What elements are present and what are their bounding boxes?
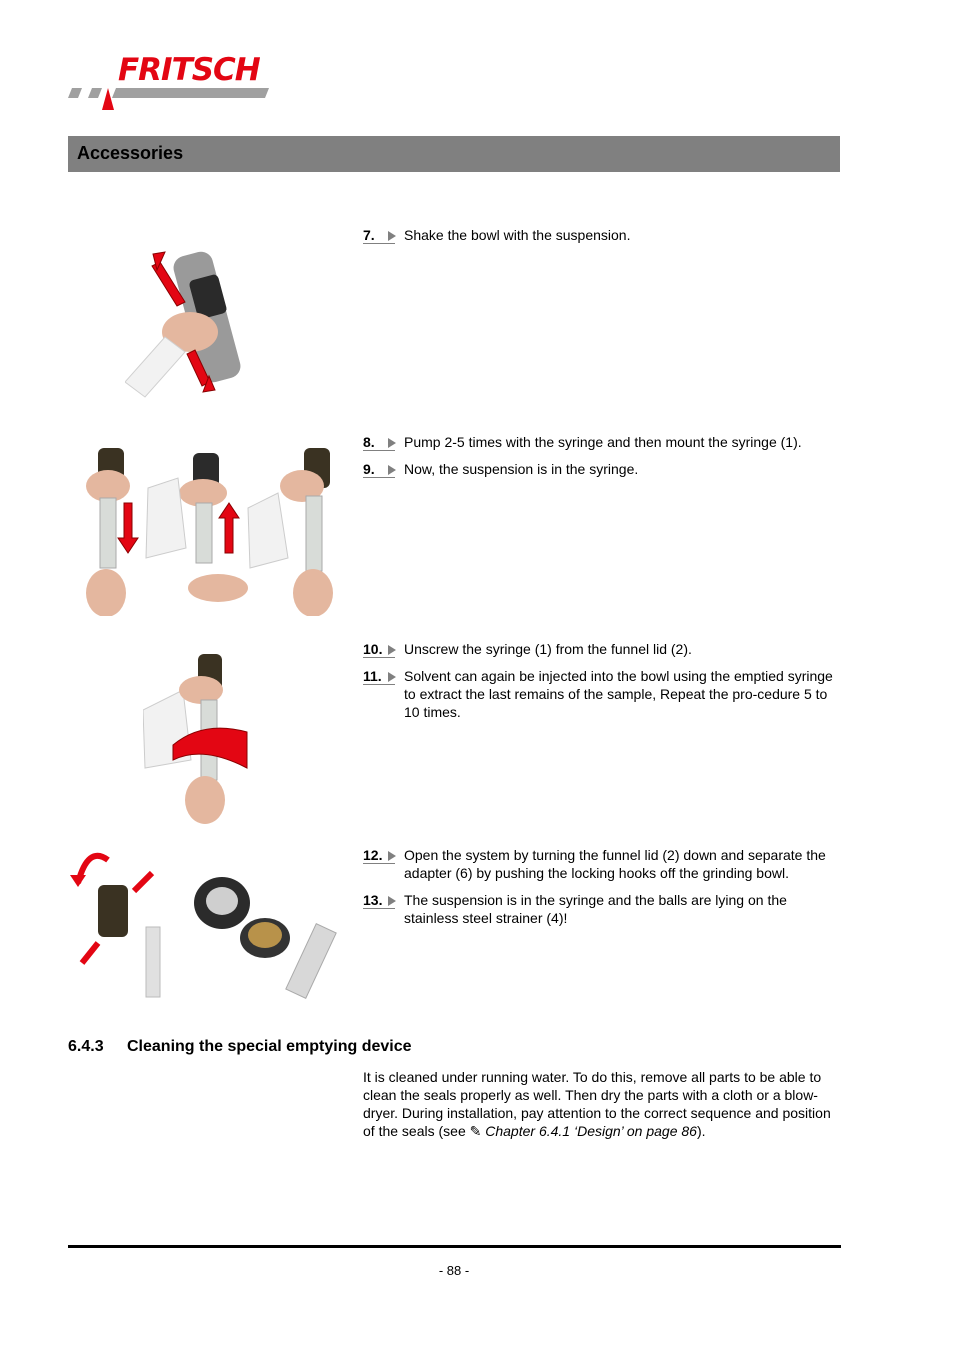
step-number: 7. [363,227,375,243]
step-13 [363,891,841,927]
step-arrow-icon [388,465,396,475]
subsection-number: 6.4.3 [68,1038,104,1055]
subsection-heading [68,1038,412,1056]
step-arrow-icon [388,645,396,655]
step-text: Pump 2-5 times with the syringe and then mount the syringe (1). [404,434,802,450]
step-number: 8. [363,434,375,450]
photo-separated-parts [68,845,341,1000]
step-number: 12. [363,847,383,863]
step-number: 11. [363,668,382,684]
step-underline [363,684,395,685]
step-11 [363,667,841,721]
step-underline [363,863,395,864]
step-text: Unscrew the syringe (1) from the funnel lid (2). [404,641,692,657]
step-number: 9. [363,461,375,477]
step-underline [363,908,395,909]
footer-divider [68,1245,841,1248]
step-8 [363,433,841,451]
cleaning-text-end: ). [696,1123,706,1139]
step-number: 10. [363,641,383,657]
step-number: 13. [363,892,383,908]
section-header-bar [68,136,840,172]
step-underline [363,657,395,658]
logo-text: FRITSCH [118,52,260,88]
step-underline [363,477,395,478]
step-arrow-icon [388,896,396,906]
photo-shaking-bowl [125,222,275,412]
cleaning-paragraph [363,1068,841,1140]
step-underline [363,243,395,244]
cleaning-text: It is cleaned under running water. To do this, remove all parts to be able to clean the seals properly as well. Then dry the parts with a cloth or a blow-dryer. During installation, pay attention to the correct sequence and position of the seals (see [363,1069,831,1139]
section-title: Accessories [77,143,184,163]
reference-arrow-icon: ✎ [469,1123,482,1139]
subsection-title: Cleaning the special emptying device [127,1038,412,1055]
step-underline [363,450,395,451]
step-arrow-icon [388,672,396,682]
step-text: Open the system by turning the funnel lid (2) down and separate the adapter (6) by pushing the locking hooks off the grinding bowl. [404,847,826,881]
chapter-reference-link[interactable]: Chapter 6.4.1 ‘Design’ on page 86 [485,1123,697,1139]
photo-unscrew-syringe [143,650,249,825]
fritsch-logo [68,52,283,110]
step-arrow-icon [388,438,396,448]
step-text: Solvent can again be injected into the bowl using the emptied syringe to extract the last remains of the sample, Repeat the pro-cedure 5 to 10 times. [404,668,833,720]
step-9 [363,460,841,478]
photo-pumping-syringe [68,438,340,616]
step-arrow-icon [388,231,396,241]
step-text: Now, the suspension is in the syringe. [404,461,639,477]
step-text: The suspension is in the syringe and the balls are lying on the stainless steel strainer (4)! [404,892,787,926]
step-12 [363,846,841,882]
step-text: Shake the bowl with the suspension. [404,227,631,243]
step-10 [363,640,841,658]
step-arrow-icon [388,851,396,861]
page-number: - 88 - [438,1263,470,1278]
step-7 [363,226,841,244]
